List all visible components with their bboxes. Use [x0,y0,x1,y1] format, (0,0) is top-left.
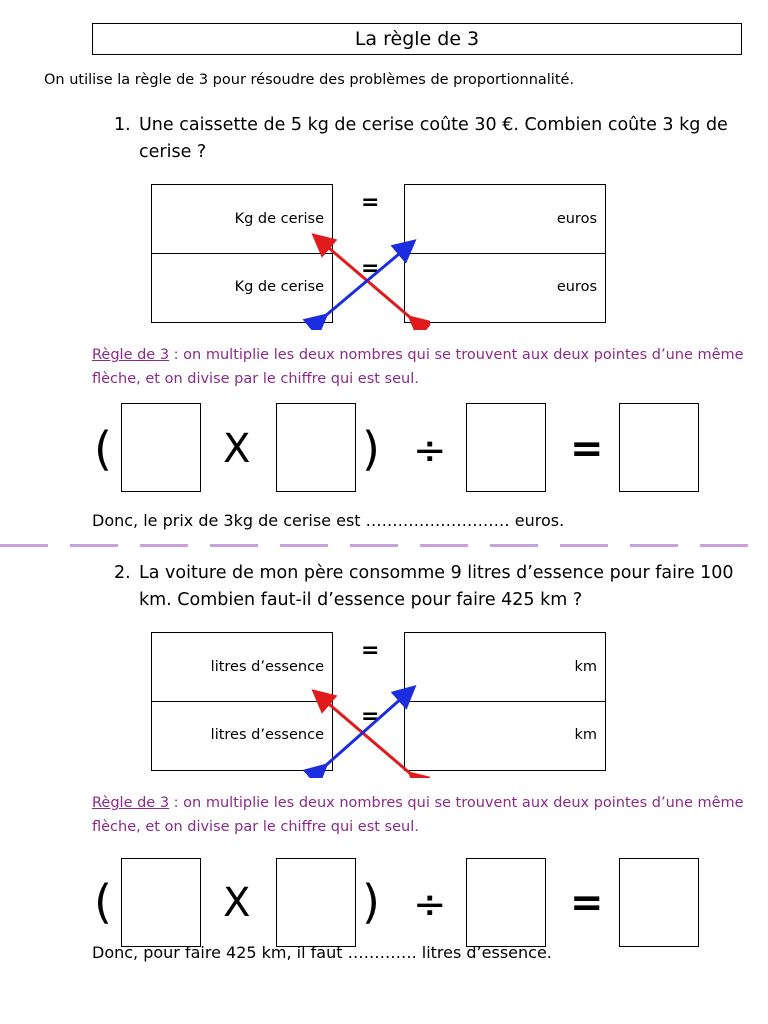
right-label: euros [556,279,597,295]
rule-text: : on multiplie les deux nombres qui se trouvent aux deux pointes d’une même flèche, et on divise par le chiffre qui est seul. [92,795,744,835]
rule-text: : on multiplie les deux nombres qui se trouvent aux deux pointes d’une même flèche, et on divise par le chiffre qui est seul. [92,347,744,387]
cross-arrows-2 [300,673,430,778]
answer-box-1c[interactable] [466,403,546,492]
answer-box-1a[interactable] [121,403,201,492]
right-row-1 [405,185,605,254]
left-label: Kg de cerise [234,211,324,227]
conclusion-2: Donc, pour faire 425 km, il faut …………. litres d’essence. [92,943,552,962]
equals-sign-bottom: = [361,256,380,281]
left-label: litres d’essence [210,659,324,675]
answer-box-2c[interactable] [466,858,546,947]
red-arrow [316,237,412,319]
left-label: litres d’essence [210,727,324,743]
equals-sign: = [570,880,604,926]
question-text: Une caissette de 5 kg de cerise coûte 30 €. Combien coûte 3 kg de cerise ? [139,115,728,162]
right-label: km [574,727,597,743]
answer-box-2d[interactable] [619,858,699,947]
equals-sign-bottom: = [361,704,380,729]
open-paren: ( [94,422,112,476]
divide-sign: ÷ [413,882,447,928]
answer-box-2a[interactable] [121,858,201,947]
divide-sign: ÷ [413,428,447,474]
open-paren: ( [94,875,112,929]
equals-sign: = [570,426,604,472]
equals-sign-top: = [361,638,380,663]
times-sign: X [223,426,251,472]
section-separator [0,544,768,547]
right-table-2 [404,632,606,771]
conclusion-1: Donc, le prix de 3kg de cerise est ……………………… euros. [92,511,565,530]
equals-sign-top: = [361,190,380,215]
right-row-2 [405,254,605,322]
question-number: 1. [114,115,131,135]
right-label: km [574,659,597,675]
close-paren: ) [362,422,380,476]
cross-arrows-1 [300,225,430,330]
times-sign: X [223,880,251,926]
answer-box-1d[interactable] [619,403,699,492]
question-number: 2. [114,563,131,583]
rule-1 [92,343,752,391]
left-label: Kg de cerise [234,279,324,295]
right-label: euros [556,211,597,227]
answer-box-1b[interactable] [276,403,356,492]
right-row-2 [405,702,605,770]
question-text: La voiture de mon père consomme 9 litres d’essence pour faire 100 km. Combien faut-il d’essence pour faire 425 km ? [139,563,734,610]
intro-text: On utilise la règle de 3 pour résoudre des problèmes de proportionnalité. [44,72,575,88]
rule-heading: Règle de 3 [92,347,170,363]
answer-box-2b[interactable] [276,858,356,947]
blue-arrow [324,689,412,767]
page-title: La règle de 3 [92,23,742,55]
rule-heading: Règle de 3 [92,795,170,811]
right-table-1 [404,184,606,323]
right-row-1 [405,633,605,702]
close-paren: ) [362,875,380,929]
rule-2 [92,791,752,839]
